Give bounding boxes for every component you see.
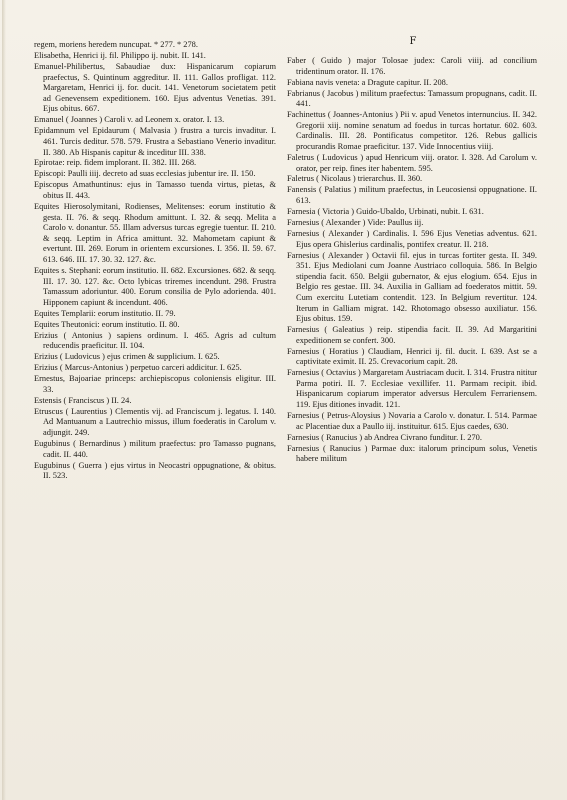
index-entry: Farnesia ( Victoria ) Guido-Ubaldo, Urbinati, nubit. I. 631. — [287, 207, 484, 217]
index-entry: Fabrianus ( Jacobus ) militum praefectus: Tamassum propugnans, cadit. II. 441. — [287, 88, 537, 109]
index-entry: Farnesius ( Galeatius ) reip. stipendia facit. II. 39. Ad Margaritini expeditionem se confert. 300. — [287, 325, 537, 345]
index-entry: Farnesius ( Octavius ) Margaretam Austriacam ducit. I. 314. Frustra nititur Parma potiri. II. 7. Ecclesiae vexillifer. 11. Parmam recipit. ibid. Hispanicarum copiarum imperator adversus Herculem Ferrariensem. 119. Ejus ditiones invadit. 121. — [287, 368, 537, 410]
index-entry: Equites Hierosolymitani, Rodienses, Melitenses: eorum institutio & gesta. II. 76. & seqq. Rhodum amittunt. I. 32. & seqq. Melita a Carolo v. donantur. 55. Illam adversus turcas egregie tuentur. II. 210. & seqq. Leptim in Africa amittunt. 32. Mahometam capiunt & evertunt. III. 269. Eorum in orientem excursiones. I. 356. II. 59. 67. 613. 646. III. 17. 30. 32. 127. &c. — [34, 202, 276, 264]
index-entry: Estensis ( Franciscus ) II. 24. — [34, 395, 132, 405]
index-entry: Farnesius ( Horatius ) Claudiam, Henrici ij. fil. ducit. I. 639. Ast se a captivitate eximit. II. 25. Crevacorium capit. 28. — [287, 346, 537, 367]
index-entry: Eugubinus ( Guerra ) ejus virtus in Neocastri oppugnatione, & obitus. II. 523. — [34, 460, 276, 481]
index-entry: Erizius ( Antonius ) sapiens ordinum. I. 465. Agris ad cultum reducendis praeficitur. II. 104. — [34, 330, 276, 351]
index-entry: Fabiana navis veneta: a Dragute capitur. II. 208. — [287, 77, 448, 87]
index-entry: Emanuel ( Joannes ) Caroli v. ad Leonem x. orator. I. 13. — [34, 115, 225, 125]
index-entry: Erizius ( Marcus-Antonius ) perpetuo carceri addicitur. I. 625. — [34, 363, 242, 373]
index-entry: Farnesius ( Alexander ) Vide: Paullus iij. — [287, 218, 424, 228]
right-column — [287, 56, 537, 465]
index-entry: Eugubinus ( Bernardinus ) militum praefectus: pro Tamasso pugnans, cadit. II. 440. — [34, 439, 276, 459]
index-entry: Episcopus Amathuntinus: ejus in Tamasso tuenda virtus, pietas, & obitus II. 443. — [34, 180, 276, 201]
index-entry: Epidamnum vel Epidaurum ( Malvasia ) frustra a turcis invaditur. I. 461. Turcis deditur. 578. 579. Frustra a Sebastiano Venerio invaditur. II. 380. Ab Hispanis capitur & inceditur III. 338. — [34, 126, 276, 157]
index-entry: Equites s. Stephani: eorum institutio. II. 682. Excursiones. 682. & seqq. III. 17. 30. 127. &c. Octo lybicas triremes incendunt. 298. Frustra Tamassum adoriuntur. 400. Eorum consilia de Pylo adorienda. 401. Hipponem capiunt & incendunt. 406. — [34, 265, 276, 307]
index-entry: Faletrus ( Ludovicus ) apud Henricum viij. orator. I. 328. Ad Carolum v. orator, per reip. fines iter habentem. 595. — [287, 152, 537, 173]
index-entry: Emanuel-Philibertus, Sabaudiae dux: Hispanicarum copiarum praefectus, S. Quintinum aggreditur. II. 111. Gallos profligat. 112. Margaretam, Henrici ij. for. ducit. 141. Venetorum societatem petit ad Genevensem expeditionem. 160. Ejus adventus Venetias. 391. Ejus obitus. 667. — [34, 61, 276, 114]
index-entry: Episcopi: Paulli iiij. decreto ad suas ecclesias jubentur ire. II. 150. — [34, 169, 256, 179]
index-entry: Faber ( Guido ) major Tolosae judex: Caroli viiij. ad concilium tridentinum orator. II. 176. — [287, 56, 537, 76]
index-entry: Farnesius ( Alexander ) Cardinalis. I. 596 Ejus Venetias adventus. 621. Ejus opera Ghislerius cardinalis, pontifex creatur. II. 218. — [287, 229, 537, 249]
index-entry: Faletrus ( Nicolaus ) trierarchus. II. 360. — [287, 174, 423, 184]
index-entry: Erizius ( Ludovicus ) ejus crimen & supplicium. I. 625. — [34, 352, 220, 362]
index-entry: Farnesius ( Alexander ) Octavii fil. ejus in turcas fortiter gesta. II. 349. 351. Ejus Mediolani cum Joanne Austriaco colloquia. 586. In Belgio stipendia facit. 650. Belgii gubernator, & ejus elogium. 654. Ejus in Belgio res gestae. III. 34. Auxilia in Galliam ad foederatos mittit. 59. Cum exercitu Lutetiam contendit. 123. In Belgium revertitur. 124. Iterum in Galliam migrat. 142. Rhotomago obsesso auxiliatur. 156. Ejus obitus. 159. — [287, 250, 537, 324]
index-entry: Fachinettus ( Joannes-Antonius ) Pii v. apud Venetos internuncius. II. 342. Gregorii xiij. nomine senatum ad foedus in turcas hortatur. 602. 603. Cardinalis. III. 28. Pontificatus competitor. 126. Rebus gallicis procurandis Romae praeficitur. 137. Vide Innocentius viiij. — [287, 110, 537, 151]
index-entry: Farnesius ( Ranucius ) Parmae dux: italorum principum solus, Venetis habere militum — [287, 443, 537, 464]
index-entry: Elisabetha, Henrici ij. fil. Philippo ij. nubit. II. 141. — [34, 50, 206, 60]
index-entry: Equites Theutonici: eorum institutio. II. 80. — [34, 319, 180, 329]
section-letter: F — [409, 36, 417, 47]
page-gutter-shadow — [2, 0, 6, 800]
index-entry: Fanensis ( Palatius ) militum praefectus, in Leucosiensi oppugnatione. II. 613. — [287, 185, 537, 206]
index-entry: Ernestus, Bajoariae princeps: archiepiscopus coloniensis eligitur. III. 33. — [34, 374, 276, 394]
index-entry: regem, moriens heredem nuncupat. * 277. * 278. — [34, 40, 198, 49]
index-entry: Farnesius ( Petrus-Aloysius ) Novaria a Carolo v. donatur. I. 514. Parmae ac Placentiae dux a Paullo iij. instituitur. 615. Ejus caedes, 630. — [287, 411, 537, 431]
left-column — [34, 40, 276, 482]
index-entry: Epirotae: reip. fidem implorant. II. 382. III. 268. — [34, 158, 197, 168]
index-entry: Equites Templarii: eorum institutio. II. 79. — [34, 308, 176, 318]
index-entry: Farnesius ( Ranucius ) ab Andrea Civrano funditur. I. 270. — [287, 432, 482, 442]
index-entry: Etruscus ( Laurentius ) Clementis vij. ad Franciscum j. legatus. I. 140. Ad Mantuanum a Lautrechio missus, illum foederatis in Carolum v. adjungit. 249. — [34, 406, 276, 438]
